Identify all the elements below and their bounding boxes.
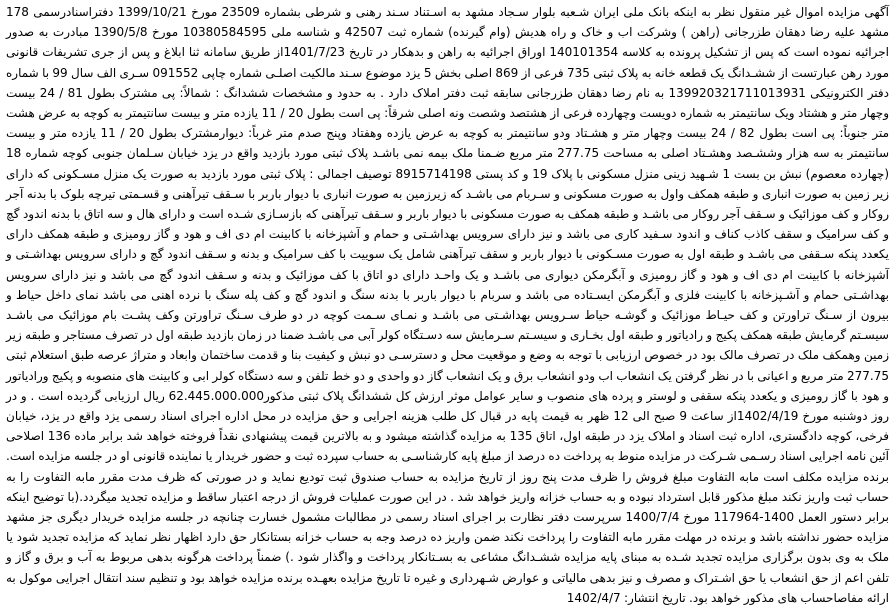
notice-body: آگهی مزایده اموال غیر منقول نظر به اینکه بانک ملی ایران شـعبه بلوار سـجاد مشهد به اسـتناد سـند رهنی و شرطی بشماره 23509 مورخ 1399/10/21 دفتراسنادرسمی 178 مشهد علیه رضا دهقان طزرجانی (راهن ) وشرکت اب و خاک و راه هدیش (وام گیرنده) شماره ثبت 42507 و شناسه ملی 10380584595 مورخ 1390/5/8 مبادرت به صدور اجرائیه نموده است که پس از تشکیل پرونده به کلاسه 140101354 اوراق اجرائیه به راهن و بدهکار در تاریخ 1401/7/23از طریق سامانه ثنا ابلاغ و پس از جری تشریفات قانونی مورد رهن عبارتست از ششـدانگ یک قطعه خانه به پلاک ثبتی 735 فرعی از 869 اصلی بخش 5 یزد موضوع سـند مالکیت اصلـی شماره چاپی 091552 سـری الف سال 99 با شماره دفتر الکترونیکی 139920321711013931 به نام رضا دهقان طزرجانی سابقه ثبت دفتر املاک دارد . به حدود و مشخصات ششدانگ : شمالاً: پی مشترک بطول 81 / 24 بیست وچهار متر و هشتاد ویک سانتیمتر به شماره دویست وچهارده فرعی از هشتصد وشصت ونه اصلی شرقاً: پی است بطول 20 / 11 یازده متر و بیست سانتیمتر به کوچه به عرض هشت متر جنوباً: پی است بطول 82 / 24 بیست وچهار متر و هشـتاد ودو سانتیمتر به کوچه به عرض یازده وهفتاد وپنج صدم متر غرباً: دیوارمشترک بطول 20 / 11 یازده متر و بیست سانتیمتر به سه هزار وششـصد وهشـتاد اصلی به مساحت 277.75 متر مربع ضـمنا ملک بیمه نمی باشـد پلاک ثبتی مورد بازدید واقع در یزد خیابان سـلمان جنوبی کوچه شماره 18 (چهارده معصوم) نبش بن بست 1 شـهید زینی منزل مسکونی با پلاک 19 و کد پستی 8915714198 توصیف اجمالی : پلاک ثبتی مورد بازدید به صورت یک منزل مسـکونی که دارای زیر زمین به صورت انباری و طبقه همکف واول به صورت مسکونی و سـربام می باشـد که زیرزمین به صورت انباری با دیوار باربر با سـقف تیرآهنی و قسـمتی تیرچه بلوک با بدنه آجر روکار و کف موزائیک و سـقف آجر روکار می باشـد و طبقه همکف به صورت مسکونی با دیوار باربر و سـقف تیرآهنی که بازسـازی شـده است و دارای هال و سه اتاق با بدنه اندود گچ و کف سرامیک و سقف کاذب کناف و اندود سـفید کاری می باشد و نیز دارای سرویس بهداشـتی و حمام و آشپزخانه با کابینت ام دی اف و هود و گاز رومیزی و طبقه همکف دارای یکعدد پنکه سـقفی می باشـد و طبقه اول به صورت مسـکونی با دیوار باربر و سقف تیرآهنی شامل یک سوییت با کف سرامیک و بدنه و سـقف اندود گچ و دارای سرویس بهداشـتی و آشپزخانه با کابینت ام دی اف و هود و گاز رومیزی و آبگرمکن دیواری می باشـد و یک واحـد دارای دو اتاق با کف موزائیک و بدنه و سـقف اندود گچ می باشد و نیز دارای سرویس بهداشـتی حمام و آشـپزخانه با کابینت فلزی و آبگرمکن ایسـتاده می باشد و سربام با دیوار باربر با بدنه سنگ و اندود گچ و کف پله سنگ با نرده اهنی می باشد نمای داخل حیاط و بیرون از سـنگ تراورتن و کف حیـاط موزائیک و گوشـه حیاط سـرویس بهداشـتی می باشـد و نمـای سـمت کوچه در دو طرف سـنگ تراورتن وکف پشـت بام موزائیک می باشـد سیسـتم گرمایش طبقه همکف پکیج و رادیاتور و طبقه اول بخـاری و سیسـتم سـرمایش سه دسـتگاه کولر آبی می باشـد ضمنا در زمان بازدید طبقه اول در تصرف مستاجر و طبقه زیر زمین وهمکف ملک در تصرف مالک بود در خصوص ارزیابی با توجه به وضع و موقعیت محل و دسترسـی دو نبش و کیفیت بنا و قدمت ساختمان وابعاد و متراژ عرصه طبق استعلام ثبتی 277.75 متر مربع و اعیانی با در نظر گرفتن یک انشعاب اب ودو انشعاب برق و یک انشعاب گاز دو واحدی و دو خط تلفن و سه دستگاه کولر ابی و کابینت های منصوبه و پکیج ورادیاتور و هود با گاز رومیزی و یکعدد پنکه سقفی و لوستر و پرده های منصوب و سایر عوامل موثر ارزش کل ششدانگ پلاک ثبتی مذکور62.445.000.000 ریال ارزیابی گردیده است . و در روز دوشنبه مورخ 1402/4/19از ساعت 9 صبح الی 12 ظهر به قیمت پایه در قبال کل طلب هزینه اجرایی و حق مزایده در محل اداره اجرای اسناد رسمی یزد واقع در یزد، خیابان فرخی، کوچه دادگستری، اداره ثبت اسناد و املاک یزد در طبقه اول، اتاق 135 به مزایده گذاشته میشود و به بالاترین قیمت پیشنهادی نقداً فروخته خواهد شد برابر ماده 136 اصلاحی آئین نامه اجرایی اسناد رسـمی شـرکت در مزایده منوط به پرداخت ده درصد از مبلغ پایه کارشناسـی به حساب سپرده ثبت و حضور خریدار یا نماینده قانونی او در جلسه مزایده است. برنده مزایده مکلف است مابه التفاوت مبلغ فروش را ظرف مدت پنج روز از تاریخ مزایده به حساب صندوق ثبت تودیع نماید و در صورتی که ظرف مدت مقرر مابه التفاوت را به حساب ثبت واریز نکند مبلغ مذکور قابل استرداد نبوده و به حساب خزانه واریز خواهد شد . در این صورت عملیات فروش از درجه اعتبار ساقط و مزایده تجدید میگردد.(با توضیح اینکه برابر دستور العمل 1400-117964 مورخ 1400/7/4 سرپرست دفتر نظارت بر اجرای اسناد رسمی در مطالبات مشمول خسارت چنانچه در جلسه مزایده خریدار دیگری جز مشهد مزایده حضور نداشته باشد و برنده در مهلت مقرر مابه التفاوت را پرداخت نکند ضمن واریز ده درصد وجه به حساب خزانه بستانکار حق دارد اظهار نظر نماید که مزایده تجدید شود یا ملک به وی بدون برگزاری مزایده تجدید شـده به مبنای پایه مزایده ششـدانگ مشاعی به بسـتانکار پرداخت و واگذار شود .) ضمناً پرداخت هرگونه بدهی مربوط به آب و برق و گاز و تلفن اعم از حق انشعاب یا حق اشـتراک و مصرف و نیز بدهی مالیاتی و عوارض شـهرداری و غیره تا تاریخ مزایده بعهـده برنده مزایده خواهد بود و تنظیم سند انتقال اجرایی موکول به ارائه مفاصاحساب های مذکور خواهد بود. تاریخ انتشار: 1402/4/7 [6, 5, 890, 605]
